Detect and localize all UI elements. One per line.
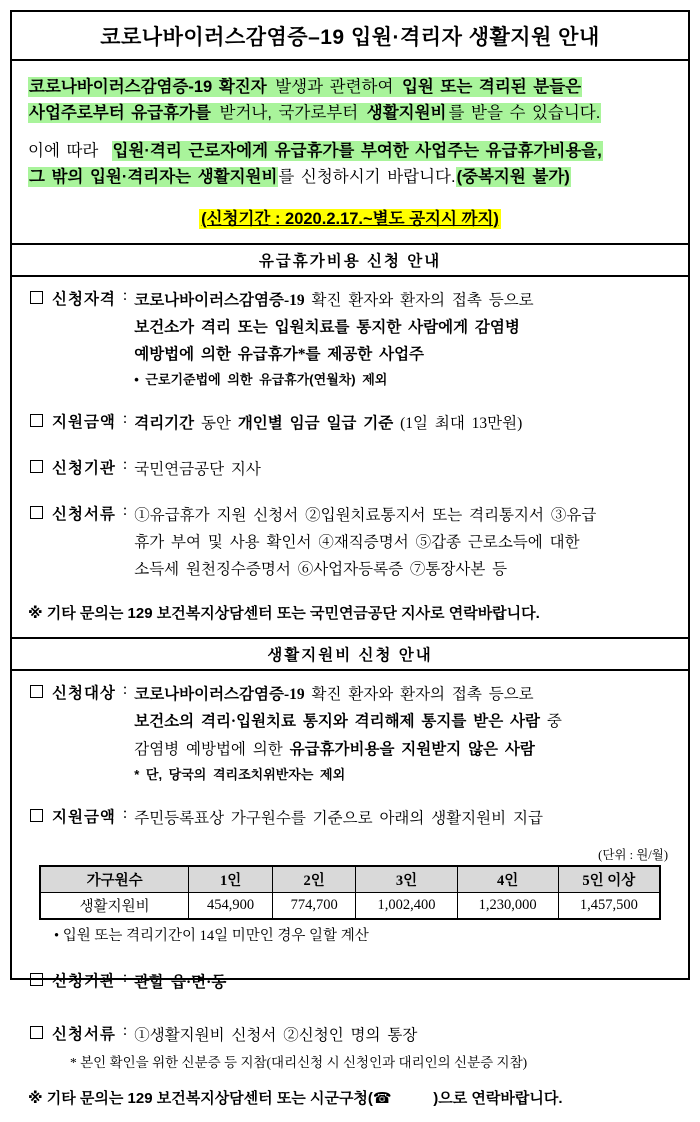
checkbox-icon: [30, 506, 43, 519]
item-colon: :: [122, 968, 128, 986]
checkbox-icon: [30, 685, 43, 698]
intro-p2-line1: [28, 138, 672, 164]
section-body-living-support: [12, 671, 688, 1122]
item-line: [134, 314, 674, 341]
item-line: [134, 502, 674, 529]
table-header-cell: 1인: [189, 866, 273, 893]
text-segment: 받거나, 국가로부터: [212, 104, 365, 123]
text-segment: 코로나바이러스감염증-19 확진자: [29, 78, 267, 96]
item-label: 신청기관: [52, 972, 116, 990]
id-check-note: * 본인 확인을 위한 신분증 등 지참(대리신청 시 신청인과 대리인의 신분증 지참): [70, 1054, 528, 1070]
text-segment: 격리기간: [134, 414, 195, 432]
intro-paragraph-1: [28, 74, 672, 127]
table-header-row: [40, 866, 660, 893]
text-segment: 중: [540, 713, 562, 731]
text-segment: 이에 따라: [28, 141, 112, 160]
item-line: [134, 410, 674, 437]
checkbox-icon: [30, 291, 43, 304]
text-segment: 확진 환자와 환자의 접촉 등으로: [304, 686, 534, 704]
item-label: 지원금액: [52, 808, 116, 826]
text-segment: 입원 또는 격리된 분들은: [401, 78, 582, 96]
text-segment: 예방법에 의한 유급휴가*를 제공한 사업주: [134, 345, 425, 363]
item-colon: :: [122, 804, 128, 822]
item-colon: :: [122, 409, 128, 427]
application-period: [28, 205, 672, 229]
item-eligibility: [26, 287, 674, 391]
item-label: 신청기관: [52, 459, 116, 477]
intro-p2-line2: [28, 164, 672, 190]
item-line: [134, 556, 674, 583]
item-colon: :: [122, 455, 128, 473]
item-amount: [26, 410, 674, 437]
item-amount-living: [26, 805, 674, 832]
text-segment: ①유급휴가 지원 신청서 ②입원치료통지서 또는 격리통지서 ③유급: [134, 506, 597, 524]
item-target: [26, 681, 674, 785]
item-line: [134, 805, 674, 832]
item-line: [134, 456, 674, 483]
item-line: [134, 529, 674, 556]
text-segment: (중복지원 불가): [456, 168, 570, 187]
text-segment: 국민연금공단 지사: [134, 460, 261, 478]
text-segment: 관할 읍·면·동: [134, 973, 227, 991]
item-label: 신청서류: [52, 1025, 116, 1043]
checkbox-icon: [30, 1026, 43, 1039]
item-colon: :: [122, 1021, 128, 1039]
text-segment: 사업주로부터 유급휴가를: [29, 104, 211, 123]
checkbox-icon: [30, 414, 43, 427]
item-line: [134, 1022, 674, 1049]
text-segment: 보건소의 격리·입원치료 통지와 격리해제 통지를 받은 사람: [134, 713, 540, 731]
text-segment: 개인별 임금 일급 기준: [237, 414, 394, 432]
item-line: [134, 969, 674, 996]
contact-note-paid-leave: ※ 기타 문의는 129 보건복지상담센터 또는 국민연금공단 지사로 연락바랍니다.: [28, 605, 540, 623]
checkbox-icon: [30, 460, 43, 473]
table-unit-label: (단위 : 원/월): [598, 847, 668, 862]
text-segment: 감염병 예방법에 의한: [134, 740, 290, 758]
item-label: 신청대상: [52, 685, 116, 703]
text-segment: 보건소가 격리 또는 입원치료를 통지한 사람에게 감염병: [134, 318, 520, 336]
text-segment: 발생과 관련하여: [268, 78, 400, 96]
intro-p1-line2: [28, 100, 672, 126]
item-agency-living: [26, 969, 674, 996]
text-segment: 유급휴가비용을 지원받지 않은 사람: [289, 740, 535, 758]
item-subnote: * 단, 당국의 격리조치위반자는 제외: [134, 766, 346, 782]
table-row: [40, 892, 660, 919]
page-title: 코로나바이러스감염증–19 입원·격리자 생활지원 안내: [12, 12, 688, 61]
item-colon: :: [122, 286, 128, 304]
table-header-cell: 2인: [272, 866, 356, 893]
item-agency: [26, 456, 674, 483]
section-header-paid-leave: 유급휴가비용 신청 안내: [12, 245, 688, 277]
notice-document: [10, 10, 690, 1108]
table-cell: 774,700: [272, 892, 356, 919]
item-label: 신청자격: [52, 290, 116, 308]
checkbox-icon: [30, 809, 43, 822]
text-segment: 입원·격리 근로자에게 유급휴가를 부여한 사업주는 유급휴가비용을,: [112, 141, 602, 160]
item-line: [134, 708, 674, 735]
table-cell: 1,230,000: [457, 892, 558, 919]
text-segment: 동안: [194, 414, 238, 432]
item-label: 지원금액: [52, 413, 116, 431]
text-segment: (1일 최대 13만원): [393, 414, 523, 432]
table-footnote: • 입원 또는 격리기간이 14일 미만인 경우 일할 계산: [54, 927, 369, 944]
table-header-cell: 3인: [356, 866, 457, 893]
text-segment: 휴가 부여 및 사용 확인서 ④재직증명서 ⑤갑종 근로소득에 대한: [134, 534, 580, 552]
section-body-paid-leave: [12, 277, 688, 640]
intro-paragraph-2: [28, 138, 672, 191]
table-header-cell: 5인 이상: [558, 866, 660, 893]
text-segment: 코로나바이러스감염증-19: [134, 686, 305, 704]
item-documents: [26, 502, 674, 583]
table-cell: 1,457,500: [558, 892, 660, 919]
table-cell: 454,900: [189, 892, 273, 919]
intro-section: [12, 61, 688, 245]
item-documents-living: [26, 1022, 674, 1049]
table-cell: 1,002,400: [356, 892, 457, 919]
text-segment: 생활지원비: [366, 104, 447, 123]
item-line: [134, 681, 674, 708]
item-line: [134, 736, 674, 763]
table-header-cell: 가구원수: [40, 866, 189, 893]
text-segment: ①생활지원비 신청서 ②신청인 명의 통장: [134, 1026, 418, 1044]
text-segment: 코로나바이러스감염증-19: [134, 291, 305, 309]
item-colon: :: [122, 501, 128, 519]
text-segment: 소득세 원천징수증명서 ⑥사업자등록증 ⑦통장사본 등: [134, 561, 508, 579]
text-segment: 를 받을 수 있습니다.: [448, 104, 601, 123]
table-header-cell: 4인: [457, 866, 558, 893]
item-subnote: • 근로기준법에 의한 유급휴가(연월차) 제외: [134, 371, 388, 387]
intro-p1-line1: [28, 74, 672, 100]
text-segment: 주민등록표상 가구원수를 기준으로 아래의 생활지원비 지급: [134, 809, 543, 827]
support-amount-table: [39, 865, 661, 920]
item-colon: :: [122, 681, 128, 699]
contact-note-living-support: ※ 기타 문의는 129 보건복지상담센터 또는 시군구청(☎ )으로 연락바랍니다.: [28, 1090, 563, 1108]
text-segment: 그 밖의 입원·격리자는 생활지원비: [29, 168, 278, 187]
section-header-living-support: 생활지원비 신청 안내: [12, 639, 688, 671]
table-row-label: 생활지원비: [40, 892, 189, 919]
application-period-text: (신청기간 : 2020.2.17.~별도 공지시 까지): [201, 209, 499, 228]
item-label: 신청서류: [52, 505, 116, 523]
item-line: [134, 287, 674, 314]
text-segment: 를 신청하시기 바랍니다.: [278, 168, 456, 187]
text-segment: 확진 환자와 환자의 접촉 등으로: [304, 291, 534, 309]
checkbox-icon: [30, 973, 43, 986]
item-line: [134, 341, 674, 368]
